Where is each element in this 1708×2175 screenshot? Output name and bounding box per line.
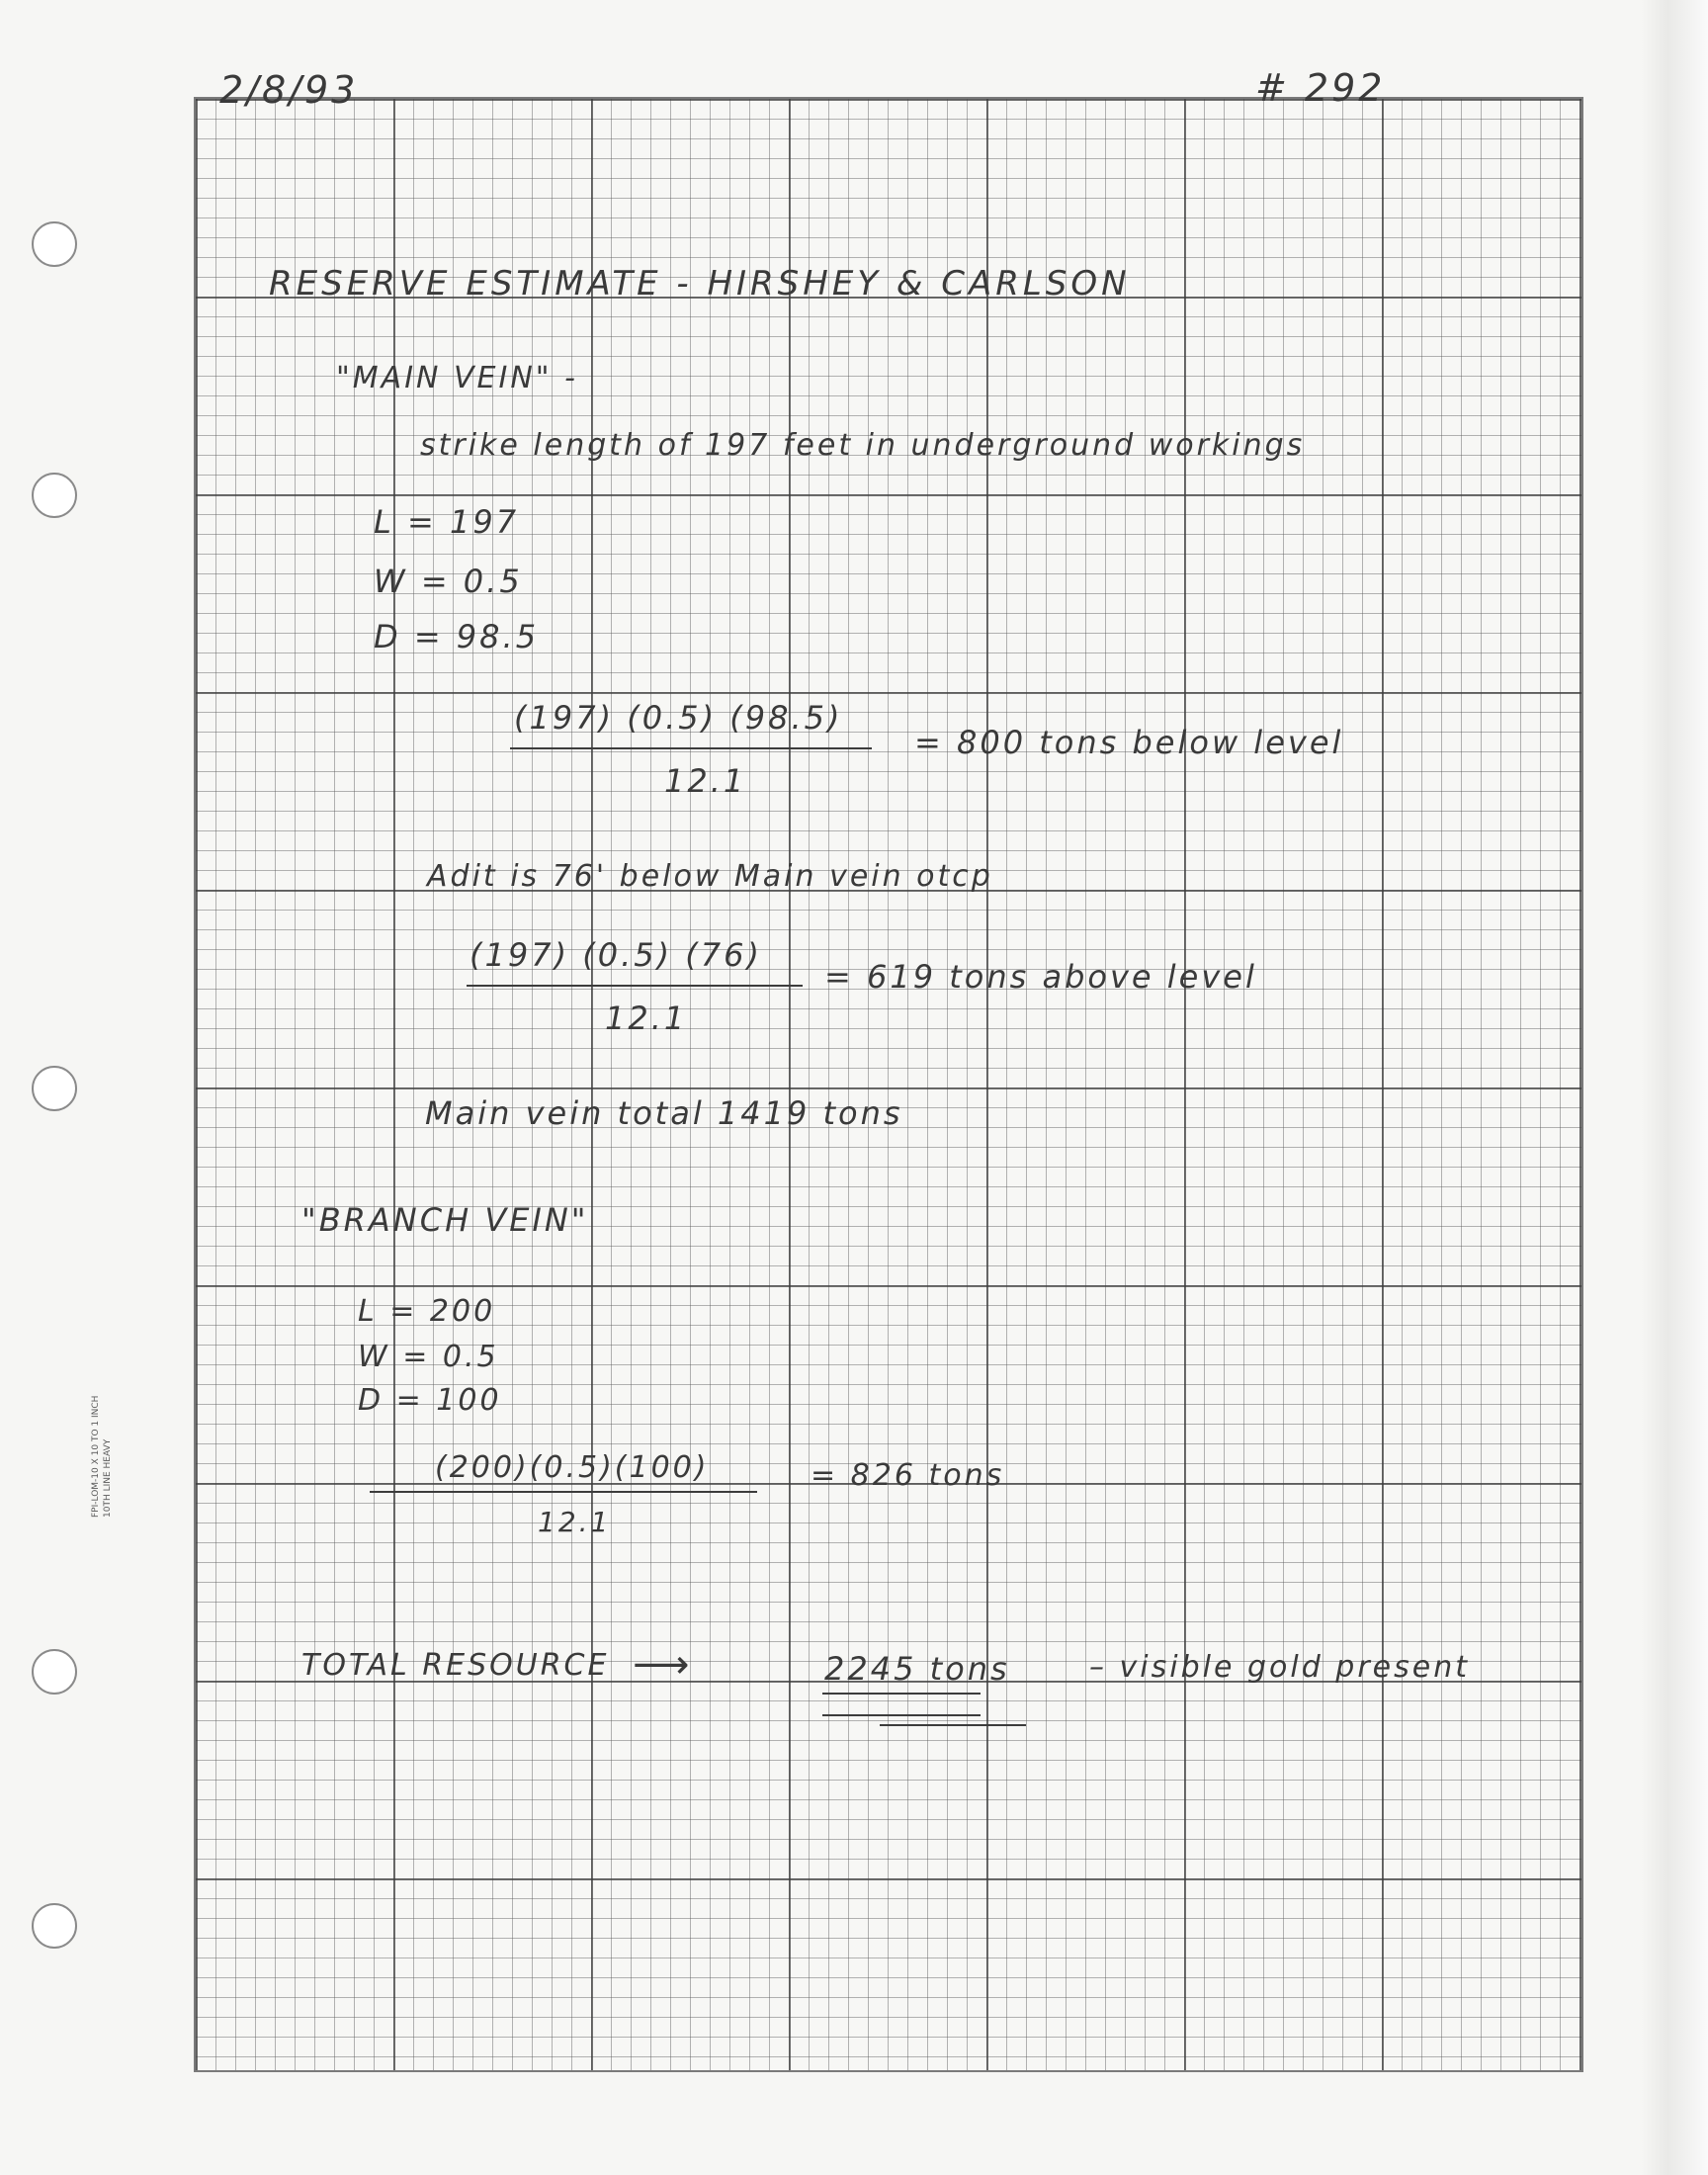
- total-resource-value: 2245 tons: [824, 1650, 1010, 1688]
- binder-hole: [32, 1649, 77, 1695]
- binder-hole: [32, 221, 77, 267]
- page-edge-shadow: [1641, 0, 1708, 2175]
- main-vein-heading: "MAIN VEIN" -: [336, 361, 578, 395]
- calc3-numerator: (200)(0.5)(100): [435, 1450, 710, 1485]
- binder-hole: [32, 1903, 77, 1949]
- value-underline: [822, 1714, 981, 1716]
- calc2-denominator: 12.1: [605, 1000, 688, 1037]
- branch-vein-width: W = 0.5: [358, 1340, 499, 1374]
- binder-hole: [32, 1066, 77, 1111]
- value-underline: [880, 1724, 1026, 1726]
- visible-gold-note: – visible gold present: [1089, 1650, 1470, 1685]
- calc2-fraction-bar: [467, 985, 803, 987]
- calc2-numerator: (197) (0.5) (76): [470, 936, 762, 974]
- paper-spec-line-1: FPI-LOM-10 X 10 TO 1 INCH: [91, 1395, 101, 1518]
- calc3-fraction-bar: [370, 1491, 757, 1493]
- paper-spec-label: [90, 1396, 114, 1518]
- calc1-result: = 800 tons below level: [914, 724, 1344, 761]
- paper-spec-line-2: 10TH LINE HEAVY: [103, 1438, 113, 1518]
- calc2-result: = 619 tons above level: [824, 958, 1257, 996]
- branch-vein-depth: D = 100: [358, 1383, 502, 1418]
- adit-note: Adit is 76' below Main vein otcp: [427, 859, 993, 894]
- value-underline: [822, 1693, 981, 1695]
- page-number: # 292: [1255, 66, 1386, 110]
- total-resource-label: TOTAL RESOURCE: [301, 1648, 610, 1683]
- strike-length-note: strike length of 197 feet in underground workings: [420, 428, 1306, 463]
- branch-vein-heading: "BRANCH VEIN": [301, 1201, 589, 1239]
- branch-vein-length: L = 200: [358, 1294, 496, 1329]
- main-vein-depth: D = 98.5: [374, 618, 540, 655]
- arrow-icon: ⟶: [633, 1642, 690, 1688]
- calc1-fraction-bar: [510, 747, 872, 749]
- binder-hole: [32, 473, 77, 518]
- calc3-result: = 826 tons: [811, 1458, 1005, 1493]
- note-date: 2/8/93: [219, 68, 359, 112]
- calc3-denominator: 12.1: [538, 1506, 612, 1538]
- main-vein-length: L = 197: [374, 503, 520, 541]
- calc1-denominator: 12.1: [664, 762, 747, 800]
- main-vein-width: W = 0.5: [374, 563, 523, 600]
- calc1-numerator: (197) (0.5) (98.5): [514, 699, 843, 737]
- main-vein-total: Main vein total 1419 tons: [425, 1094, 903, 1132]
- document-title: RESERVE ESTIMATE - HIRSHEY & CARLSON: [269, 264, 1131, 304]
